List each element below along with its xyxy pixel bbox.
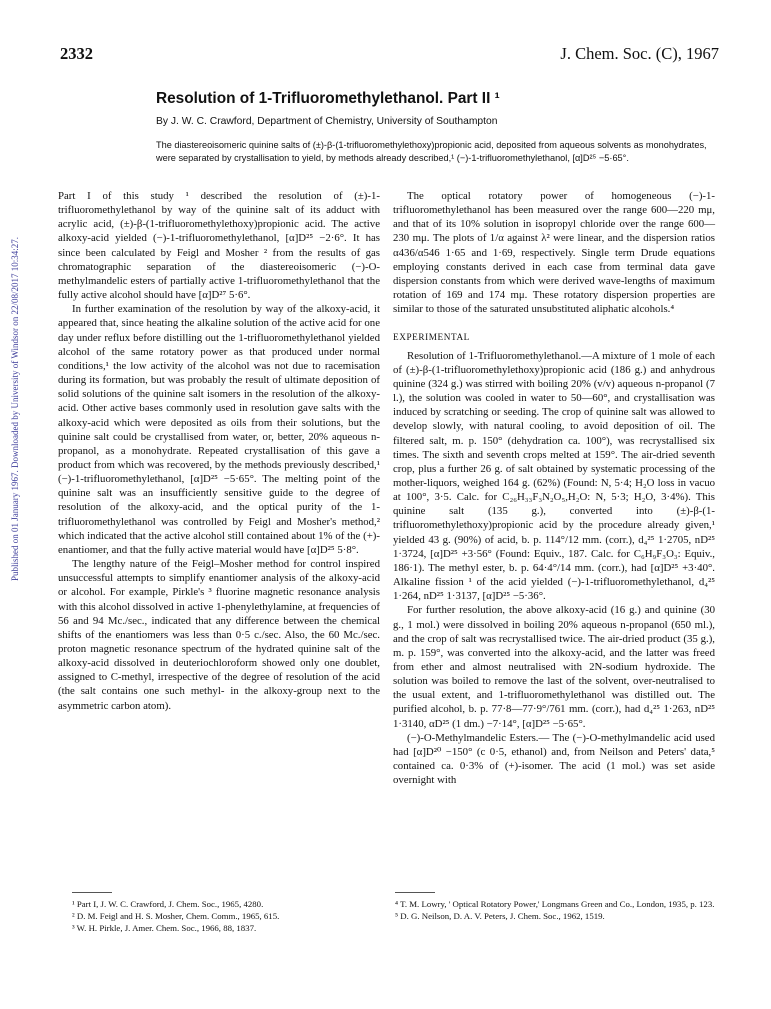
journal-citation: J. Chem. Soc. (C), 1967 bbox=[560, 44, 719, 63]
abstract: The diastereoisomeric quinine salts of (±)-β-(1-trifluoromethylethoxy)propionic acid, deposited from aqueous solvents as monohydrates, were separated by crystallisation to yield, by methods already described,¹ (−)-1-trifluoromethylethanol, [α]D²⁵ −5·65°. bbox=[156, 140, 707, 163]
section-heading-experimental: EXPERIMENTAL bbox=[393, 332, 470, 343]
running-header bbox=[60, 44, 719, 68]
footnote-rule bbox=[395, 892, 435, 893]
left-column bbox=[58, 189, 380, 713]
download-watermark bbox=[10, 184, 22, 634]
footnote: ² D. M. Feigl and H. S. Mosher, Chem. Comm., 1965, 615. bbox=[72, 911, 280, 921]
footnotes-right bbox=[395, 898, 715, 922]
paragraph: (−)-O-Methylmandelic Esters.— The (−)-O-methylmandelic acid used had [α]D²⁰ −150° (c 0·5, ethanol) and, from Neilson and Peters' data,⁵ contained ca. 0·3% of (+)-isomer. The acid (1 mol.) was set aside overnight with bbox=[393, 731, 715, 787]
author-byline: By J. W. C. Crawford, Department of Chemistry, University of Southampton bbox=[156, 116, 498, 127]
paragraph: For further resolution, the above alkoxy-acid (16 g.) and quinine (30 g., 1 mol.) were dissolved in boiling 20% aqueous n-propanol (650 ml.), and the crop of salt was recrystallised twice. The air-dried product (35 g.), m. p. 159°, was converted into the alkoxy-acid, and the latter was freed from ether and almost neutralised with 2N-sodium hydroxide. The solution was boiled to remove the last of the solvent, over-neutralised to the usual extent, and 1-trifluoromethylethanol was distilled out. The purified alcohol, b. p. 77·8—77·9°/761 mm. (corr.), had d₄²⁵ 1·263, nD²⁵ 1·3140, αD²⁵ (1 dm.) −7·14°, [α]D²⁵ −5·65°. bbox=[393, 604, 715, 730]
footnote-rule bbox=[72, 892, 112, 893]
download-note: Published on 01 January 1967. Downloaded by University of Windsor on 22/08/2017 10:34:27. bbox=[10, 237, 20, 581]
footnote: ³ W. H. Pirkle, J. Amer. Chem. Soc., 1966, 88, 1837. bbox=[72, 923, 257, 933]
paragraph: In further examination of the resolution by way of the alkoxy-acid, it appeared that, since heating the alkaline solution of the active acid for one day under reflux before distilling out the 1-trifluoromethylethanol yielded alcohol of the same rotatory power as that produced under normal conditions,¹ the low activity of the alcohol was not due to racemisation during its formation, but was probably the result of ultimate deposition of solid solutions of the quinine salt isomers in the resolution of the alkoxy-acid. Other active bases commonly used in resolution gave salts with the alkoxy-acid which were deposited as oils from their solutions, but the quinine salt could be crystallised from water, or, better, 20% aqueous n-propanol, as a monohydrate. Repeated crystallisation of this gave a product from which was recovered, by the methods previously described,¹ (−)-1-trifluoromethylethanol, [α]D²⁵ −5·65°. The melting point of the quinine salt was an insufficiently sensitive guide to the degree of resolution of the alkoxy-acid, and the optical purity of the 1-trifluoromethylethanol was controlled by Feigl and Mosher's method,² which indicated that the active alcohol still contained about 1% of the (+)-enantiomer, and that the fully active material would have [α]D²⁵ 5·8°. bbox=[58, 303, 380, 556]
footnotes-left bbox=[72, 898, 372, 934]
paragraph: Resolution of 1-Trifluoromethylethanol.—A mixture of 1 mole of each of (±)-β-(1-trifluoromethylethoxy)propionic acid (186 g.) and anhydrous quinine (324 g.) was stirred with boiling 20% (v/v) aqueous n-propanol (7 l.), the solution was cooled in water to 50—60°, and crystallisation was induced by scratching or seeding. The crop of quinine salt was allowed to develop slowly, with natural cooling, to avoid deposition of oil. The filtered salt, m. p. 150° (dehydration ca. 100°), was recrystallised six times. The sixth and seventh crops melted at 159°. The air-dried seventh crop, plus a further 26 g. of salt obtained by systematic processing of the mother-liquors, weighed 164 g. (62%) (Found: N, 5·4; H₂O loss in vacuo at 100°, 3·5. Calc. for C₂₆H₃₃F₃N₂O₅,H₂O: N, 5·3; H₂O, 3·4%). This quinine salt (135 g.), converted into (±)-β-(1-trifluoromethylethoxy)propionic acid by the procedure already given,¹ yielded 43 g. (90%) of acid, b. p. 114°/12 mm. (corr.), d₄²⁵ 1·2705, nD²⁵ 1·3724, [α]D²⁵ +3·56° (Found: Equiv., 187. Calc. for C₆H₉F₃O₃: Equiv., 186·1). The methyl ester, b. p. 64·4°/14 mm. (corr.), had [α]D²⁵ +3·40°. Alkaline fission ¹ of the acid yielded (−)-1-trifluoromethylethanol, d₄²⁵ 1·264, nD²⁵ 1·3137, [α]D²⁵ −5·36°. bbox=[393, 349, 715, 603]
footnote: ⁴ T. M. Lowry, ' Optical Rotatory Power,' Longmans Green and Co., London, 1935, p. 123. bbox=[395, 899, 715, 909]
footnote: ⁵ D. G. Neilson, D. A. V. Peters, J. Chem. Soc., 1962, 1519. bbox=[395, 911, 605, 921]
footnote: ¹ Part I, J. W. C. Crawford, J. Chem. Soc., 1965, 4280. bbox=[72, 899, 264, 909]
right-column bbox=[393, 189, 715, 787]
paper-title: Resolution of 1-Trifluoromethylethanol. Part II ¹ bbox=[156, 90, 500, 107]
page-number: 2332 bbox=[60, 44, 93, 63]
paragraph: The lengthy nature of the Feigl–Mosher method for control inspired unsuccessful attempts to simplify enantiomer analysis of the alkoxy-acid or alcohol. For example, Pirkle's ³ fluorine magnetic resonance analysis with this alcohol dissolved in active 1-phenylethylamine, at frequencies of 56 and 94 Mc./sec., indicated that any difference between the chemical shifts of the enantiomers was less than 0·5 c./sec. Also, the 60 Mc./sec. proton magnetic resonance spectrum of the hydrated quinine salt of the alkoxy-acid dissolved in deuteriochloroform showed only one doublet, assigned to C-methyl, irrespective of the degree of resolution of the acid (the salt contains one such methyl- in the alkoxy-group next to the asymmetric carbon atom). bbox=[58, 558, 380, 712]
paragraph: Part I of this study ¹ described the resolution of (±)-1-trifluoromethylethanol by way of the quinine salt of its adduct with acrylic acid, (±)-β-(1-trifluoromethylethoxy)propionic acid. The active alkoxy-acid yielded (−)-1-trifluoromethylethanol, [α]D²⁵ −2·6°. It has since been calculated by Feigl and Mosher ² from the results of gas chromatographic separation of the diastereoisomeric (−)-O-methylmandelic esters of partially active 1-trifluoromethylethanol that the fully active alcohol should have [α]D²⁷ 5·6°. bbox=[58, 190, 380, 302]
paragraph: The optical rotatory power of homogeneous (−)-1-trifluoromethylethanol has been measured over the range 600—220 mμ, and that of its 10% solution in isopropyl chloride over the range 600—230 mμ. The plots of 1/α against λ² were linear, and the dispersion ratios α436/α546 1·65 and 1·69, respectively. Single term Drude equations employing constants derived in each case from terminal data gave dispersion constants from which were derived wave-lengths of maximum rotation of 169 and 174 mμ. These rotatory dispersion properties are similar to those of the saturated unsubstituted aliphatic alcohols.⁴ bbox=[393, 190, 715, 316]
